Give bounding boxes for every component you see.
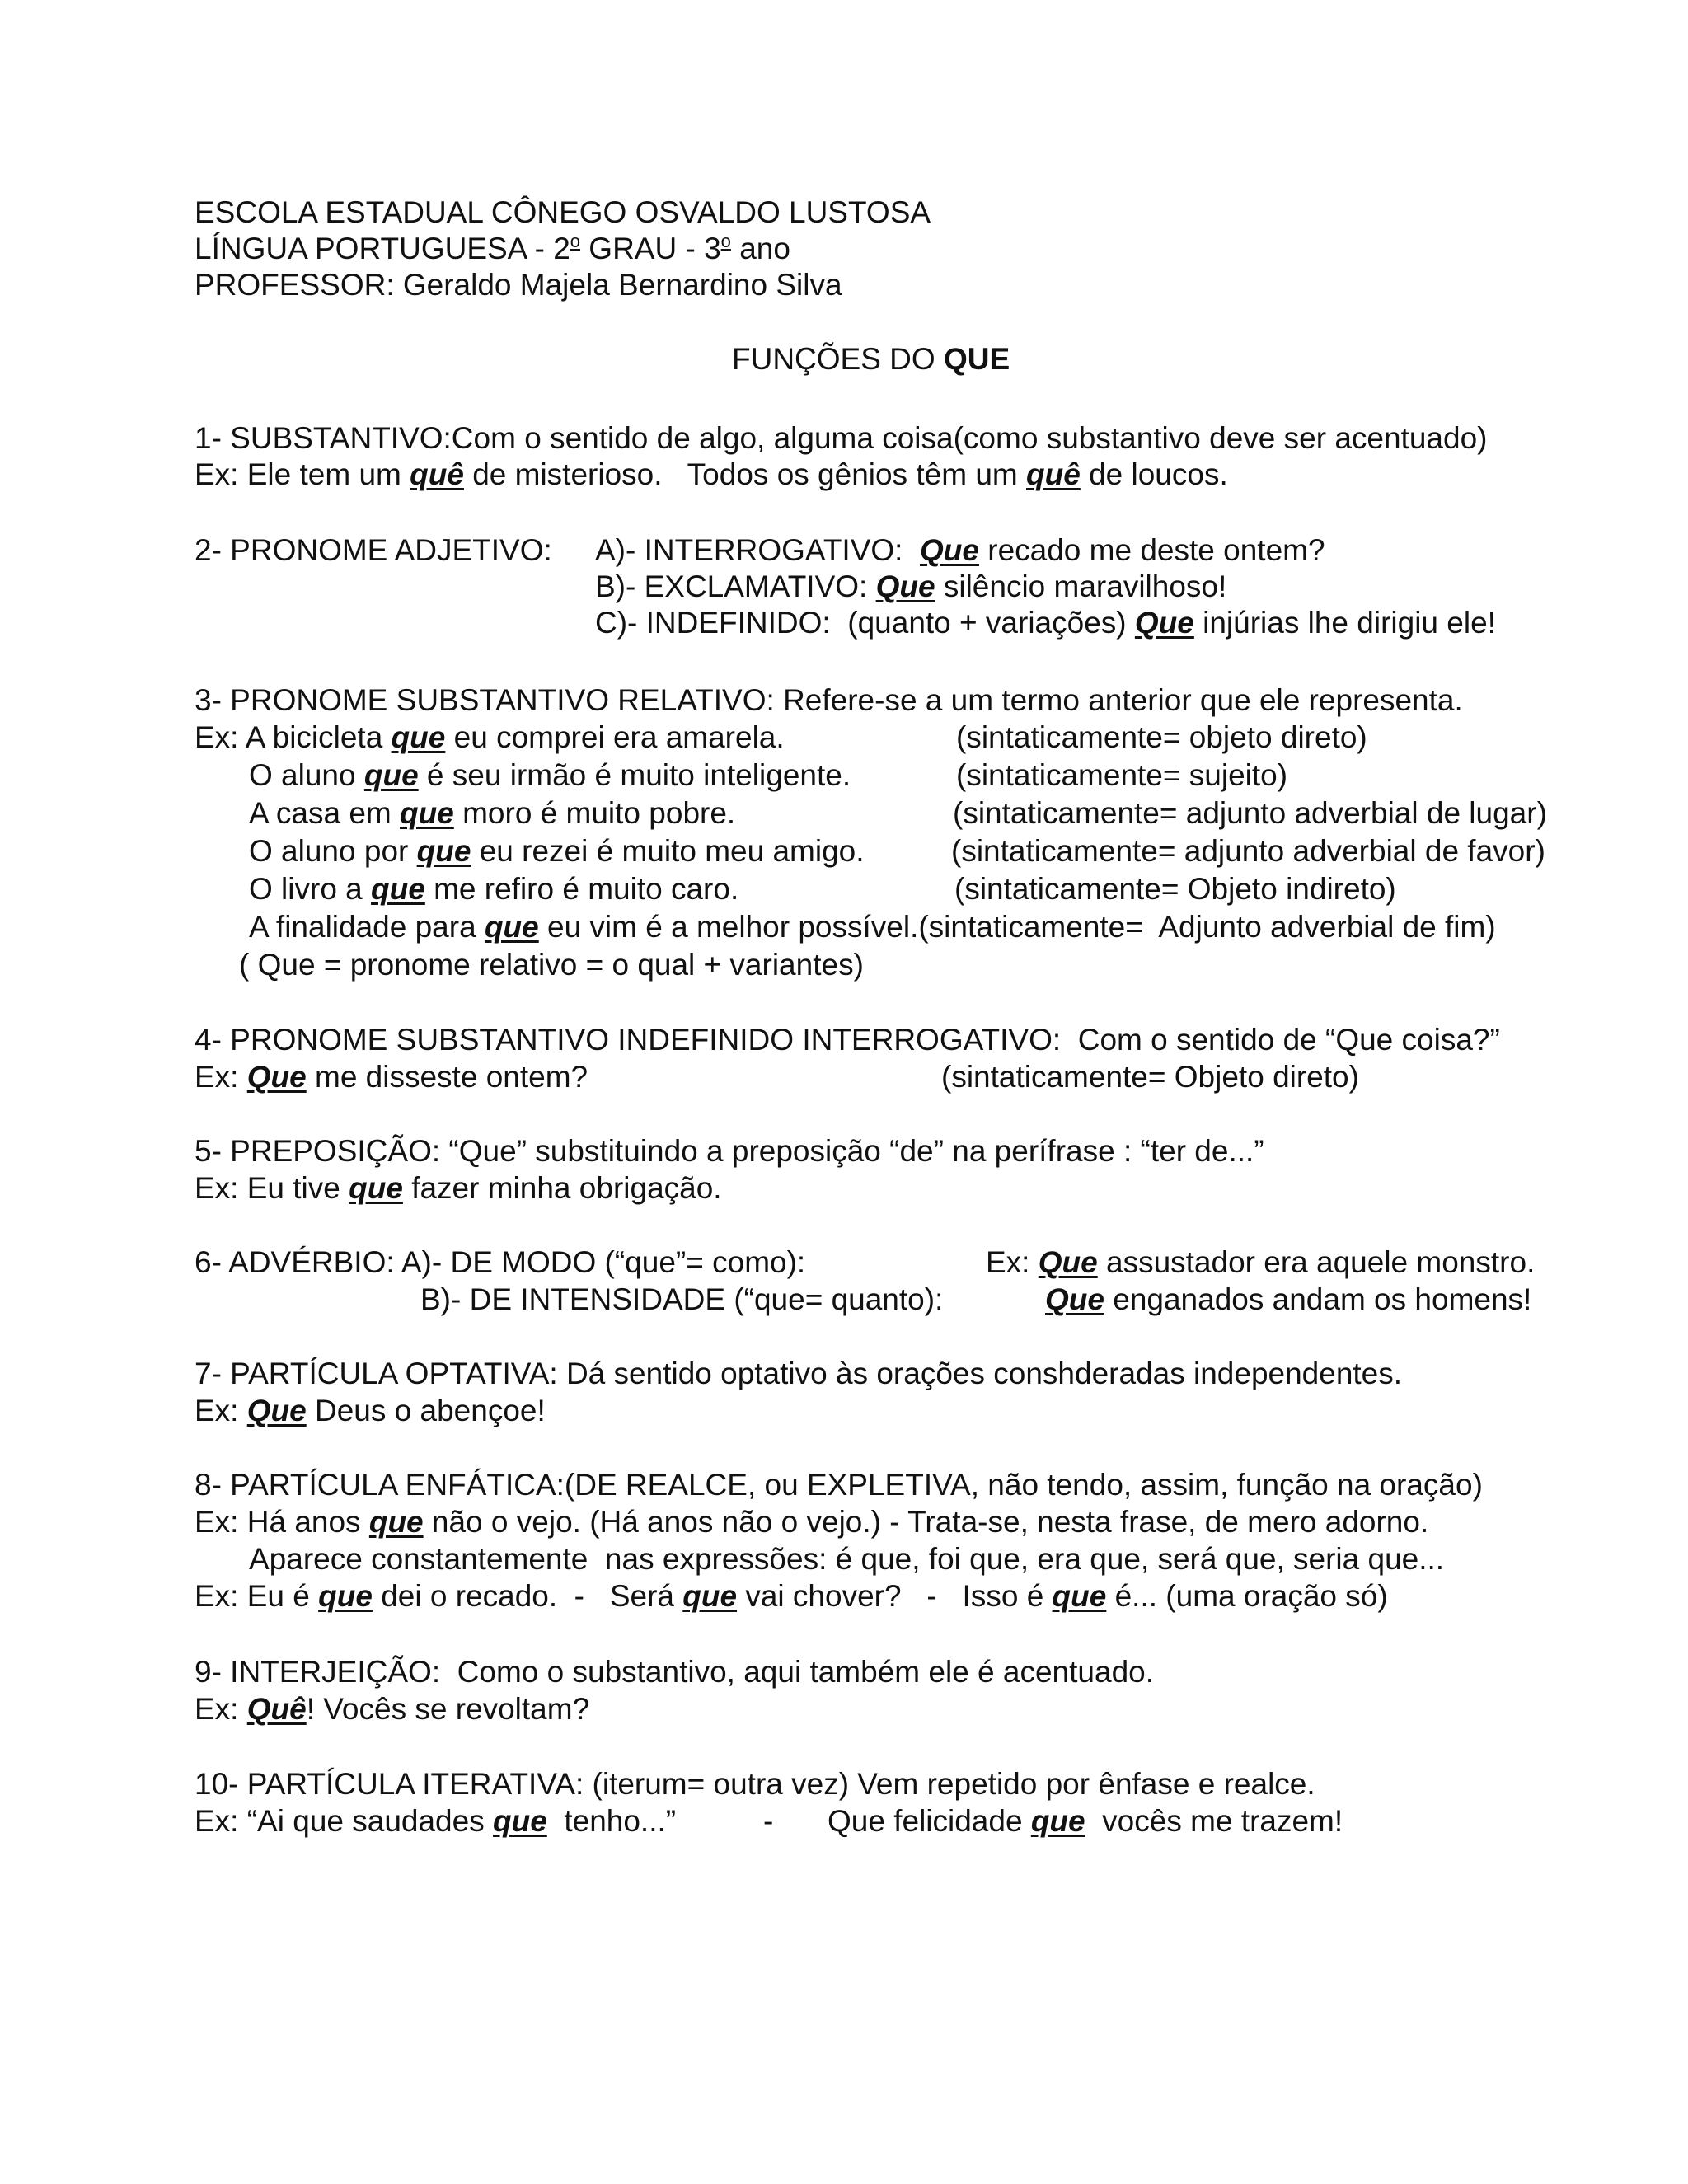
que-highlight: Quê <box>246 1692 307 1726</box>
que-highlight: que <box>349 1171 403 1205</box>
section-8-example-2: Ex: Eu é que dei o recado. - Será que vai chover? - Isso é que é... (uma oração só) <box>195 1579 1388 1613</box>
que-highlight: Que <box>1134 606 1194 640</box>
syntax-note: (sintaticamente= objeto direto) <box>956 720 1367 754</box>
section-5-example: Ex: Eu tive que fazer minha obrigação. <box>195 1171 722 1205</box>
que-highlight: que <box>363 758 419 792</box>
section-3-row: Ex: A bicicleta que eu comprei era amarela. (sintaticamente= objeto direto) <box>195 720 1367 754</box>
syntax-note: (sintaticamente= sujeito) <box>956 758 1288 792</box>
que-highlight: que <box>1052 1579 1107 1613</box>
syntax-note: (sintaticamente= adjunto adverbial de lugar) <box>953 796 1547 830</box>
que-highlight: Que <box>1045 1282 1104 1316</box>
que-highlight: que <box>493 1804 547 1838</box>
section-2-line-b: B)- EXCLAMATIVO: Que silêncio maravilhoso! <box>595 569 1227 603</box>
que-highlight: Que <box>875 569 935 603</box>
section-3-row: O livro a que me refiro é muito caro. (sintaticamente= Objeto indireto) <box>249 872 1396 906</box>
ordinal-a: o <box>570 231 581 251</box>
page-title-bold: QUE <box>943 342 1010 376</box>
section-6-line-b: B)- DE INTENSIDADE (“que= quanto): Que enganados andam os homens! <box>420 1282 1532 1316</box>
section-3-row: A finalidade para que eu vim é a melhor possível.(sintaticamente= Adjunto adverbial de fim) <box>249 910 1496 944</box>
que-highlight: que <box>484 910 539 944</box>
que-highlight: que <box>416 834 471 868</box>
section-10-example: Ex: “Ai que saudades que tenho...” - Que felicidade que vocês me trazem! <box>195 1804 1343 1838</box>
syntax-note: (sintaticamente= adjunto adverbial de favor) <box>951 834 1545 868</box>
que-highlight: que <box>368 1505 424 1539</box>
section-4-example: Ex: Que me disseste ontem? (sintaticamente= Objeto direto) <box>195 1060 1359 1094</box>
que-highlight: que <box>1030 1804 1085 1838</box>
que-highlight: Que <box>246 1060 307 1094</box>
section-8-example-1: Ex: Há anos que não o vejo. (Há anos não o vejo.) - Trata-se, nesta frase, de mero adorno. <box>195 1505 1429 1539</box>
section-3-row: O aluno por que eu rezei é muito meu amigo. (sintaticamente= adjunto adverbial de favor) <box>249 834 1545 868</box>
section-3-row: A casa em que moro é muito pobre. (sintaticamente= adjunto adverbial de lugar) <box>249 796 1547 830</box>
course-text-b: GRAU - 3 <box>580 232 721 265</box>
section-2-line-c: C)- INDEFINIDO: (quanto + variações) Que injúrias lhe dirigiu ele! <box>595 606 1496 640</box>
section-2-heading: 2- PRONOME ADJETIVO: <box>195 533 552 567</box>
que-highlight: Que <box>246 1394 307 1427</box>
syntax-note: (sintaticamente= Adjunto adverbial de fim) <box>918 910 1496 944</box>
que-highlight: que <box>391 720 446 754</box>
que-highlight: quê <box>410 457 464 491</box>
syntax-note: (sintaticamente= Objeto indireto) <box>954 872 1396 906</box>
section-7-example: Ex: Que Deus o abençoe! <box>195 1394 546 1427</box>
section-6-line-a: 6- ADVÉRBIO: A)- DE MODO (“que”= como): Ex: Que assustador era aquele monstro. <box>195 1245 1536 1279</box>
section-1-example: Ex: Ele tem um quê de misterioso. Todos os gênios têm um quê de loucos. <box>195 457 1228 491</box>
course-line <box>195 231 790 267</box>
que-highlight: que <box>400 796 454 830</box>
page-title-prefix: FUNÇÕES DO <box>732 342 944 376</box>
course-text-a: LÍNGUA PORTUGUESA - 2 <box>195 232 570 265</box>
que-highlight: quê <box>1026 457 1081 491</box>
que-highlight: Que <box>920 533 979 567</box>
que-highlight: que <box>371 872 425 906</box>
section-9-example: Ex: Quê! Vocês se revoltam? <box>195 1692 590 1726</box>
que-highlight: Que <box>1038 1245 1098 1279</box>
section-2-line-a: 2- PRONOME ADJETIVO: A)- INTERROGATIVO: Que recado me deste ontem? <box>195 533 1325 567</box>
course-text-c: ano <box>730 232 790 265</box>
ordinal-b: o <box>720 231 731 251</box>
section-3-row: O aluno que é seu irmão é muito inteligente. (sintaticamente= sujeito) <box>249 758 1288 792</box>
que-highlight: que <box>318 1579 373 1613</box>
document-page: ESCOLA ESTADUAL CÔNEGO OSVALDO LUSTOSA LÍNGUA PORTUGUESA - 2$^o$ GRAU - 3$^o$ ano PROFESSOR: Geraldo Majela Bernardino Silva FUNÇÕES DO QUE 1- SUBSTANTIVO:Com o sentido de algo, alguma coisa(como substantivo deve ser acentuado) Ex: Ele tem um quê de misterioso. Todos os gênios têm um quê de loucos. 2- PRONOME ADJETIVO: A)- INTERROGATIVO: Que recado me deste ontem? B)- EXCLAMATIVO: Que silêncio maravilhoso! C)- INDEFINIDO: (quanto + variações) Que injúrias lhe dirigiu ele! 3- PRONOME SUBSTANTIVO RELATIVO: Refere-se a um termo anterior que ele representa. Ex: A bicicleta que eu comprei era amarela. (sintaticamente= objeto direto) O aluno que é seu irmão é muito inteligente. (sintaticamente= sujeito) A casa em que moro é muito pobre. (sintaticamente= adjunto adverbial de lugar) O aluno por que eu rezei é muito meu amigo. (sintaticamente= adjunto adverbial de favor) O livro a que me refiro é muito caro. (sintaticamente= Objeto indireto) A finalidade para que eu vim é a melhor possível.(sintaticamente= Adjunto adverbial de fim) ( Que = pronome relativo = o qual + variantes) 4- PRONOME SUBSTANTIVO INDEFINIDO INTERROGATIVO: Com o sentido de “Que coisa?” Ex: Que me disseste ontem? (sintaticamente= Objeto direto) 5- PREPOSIÇÃO: “Que” substituindo a preposição “de” na perífrase : “ter de...” Ex: Eu tive que fazer minha obrigação. 6- ADVÉRBIO: A)- DE MODO (“que”= como): Ex: Que assustador era aquele monstro. B)- DE INTENSIDADE (“que= quanto): Que enganados andam os homens! 7- PARTÍCULA OPTATIVA: Dá sentido optativo às orações conshderadas independentes. Ex: Que Deus o abençoe! 8- PARTÍCULA ENFÁTICA:(DE REALCE, ou EXPLETIVA, não tendo, assim, função na oração) Ex: Há anos que não o vejo. (Há anos não o vejo.) - Trata-se, nesta frase, de mero adorno. Aparece constantemente nas expressões: é que, foi que, era que, será que, seria que... Ex: Eu é que dei o recado. - Será que vai chover? - Isso é que é... (uma oração só) 9- INTERJEIÇÃO: Como o substantivo, aqui também ele é acentuado. Ex: Quê! Vocês se revoltam? 10- PARTÍCULA ITERATIVA: (iterum= outra vez) Vem repetido por ênfase e realce. Ex: “Ai que saudades que tenho...” - Que felicidade que vocês me trazem! <box>0 0 1688 2184</box>
page-title <box>732 341 1010 377</box>
syntax-note: (sintaticamente= Objeto direto) <box>941 1060 1359 1094</box>
que-highlight: que <box>682 1579 738 1613</box>
